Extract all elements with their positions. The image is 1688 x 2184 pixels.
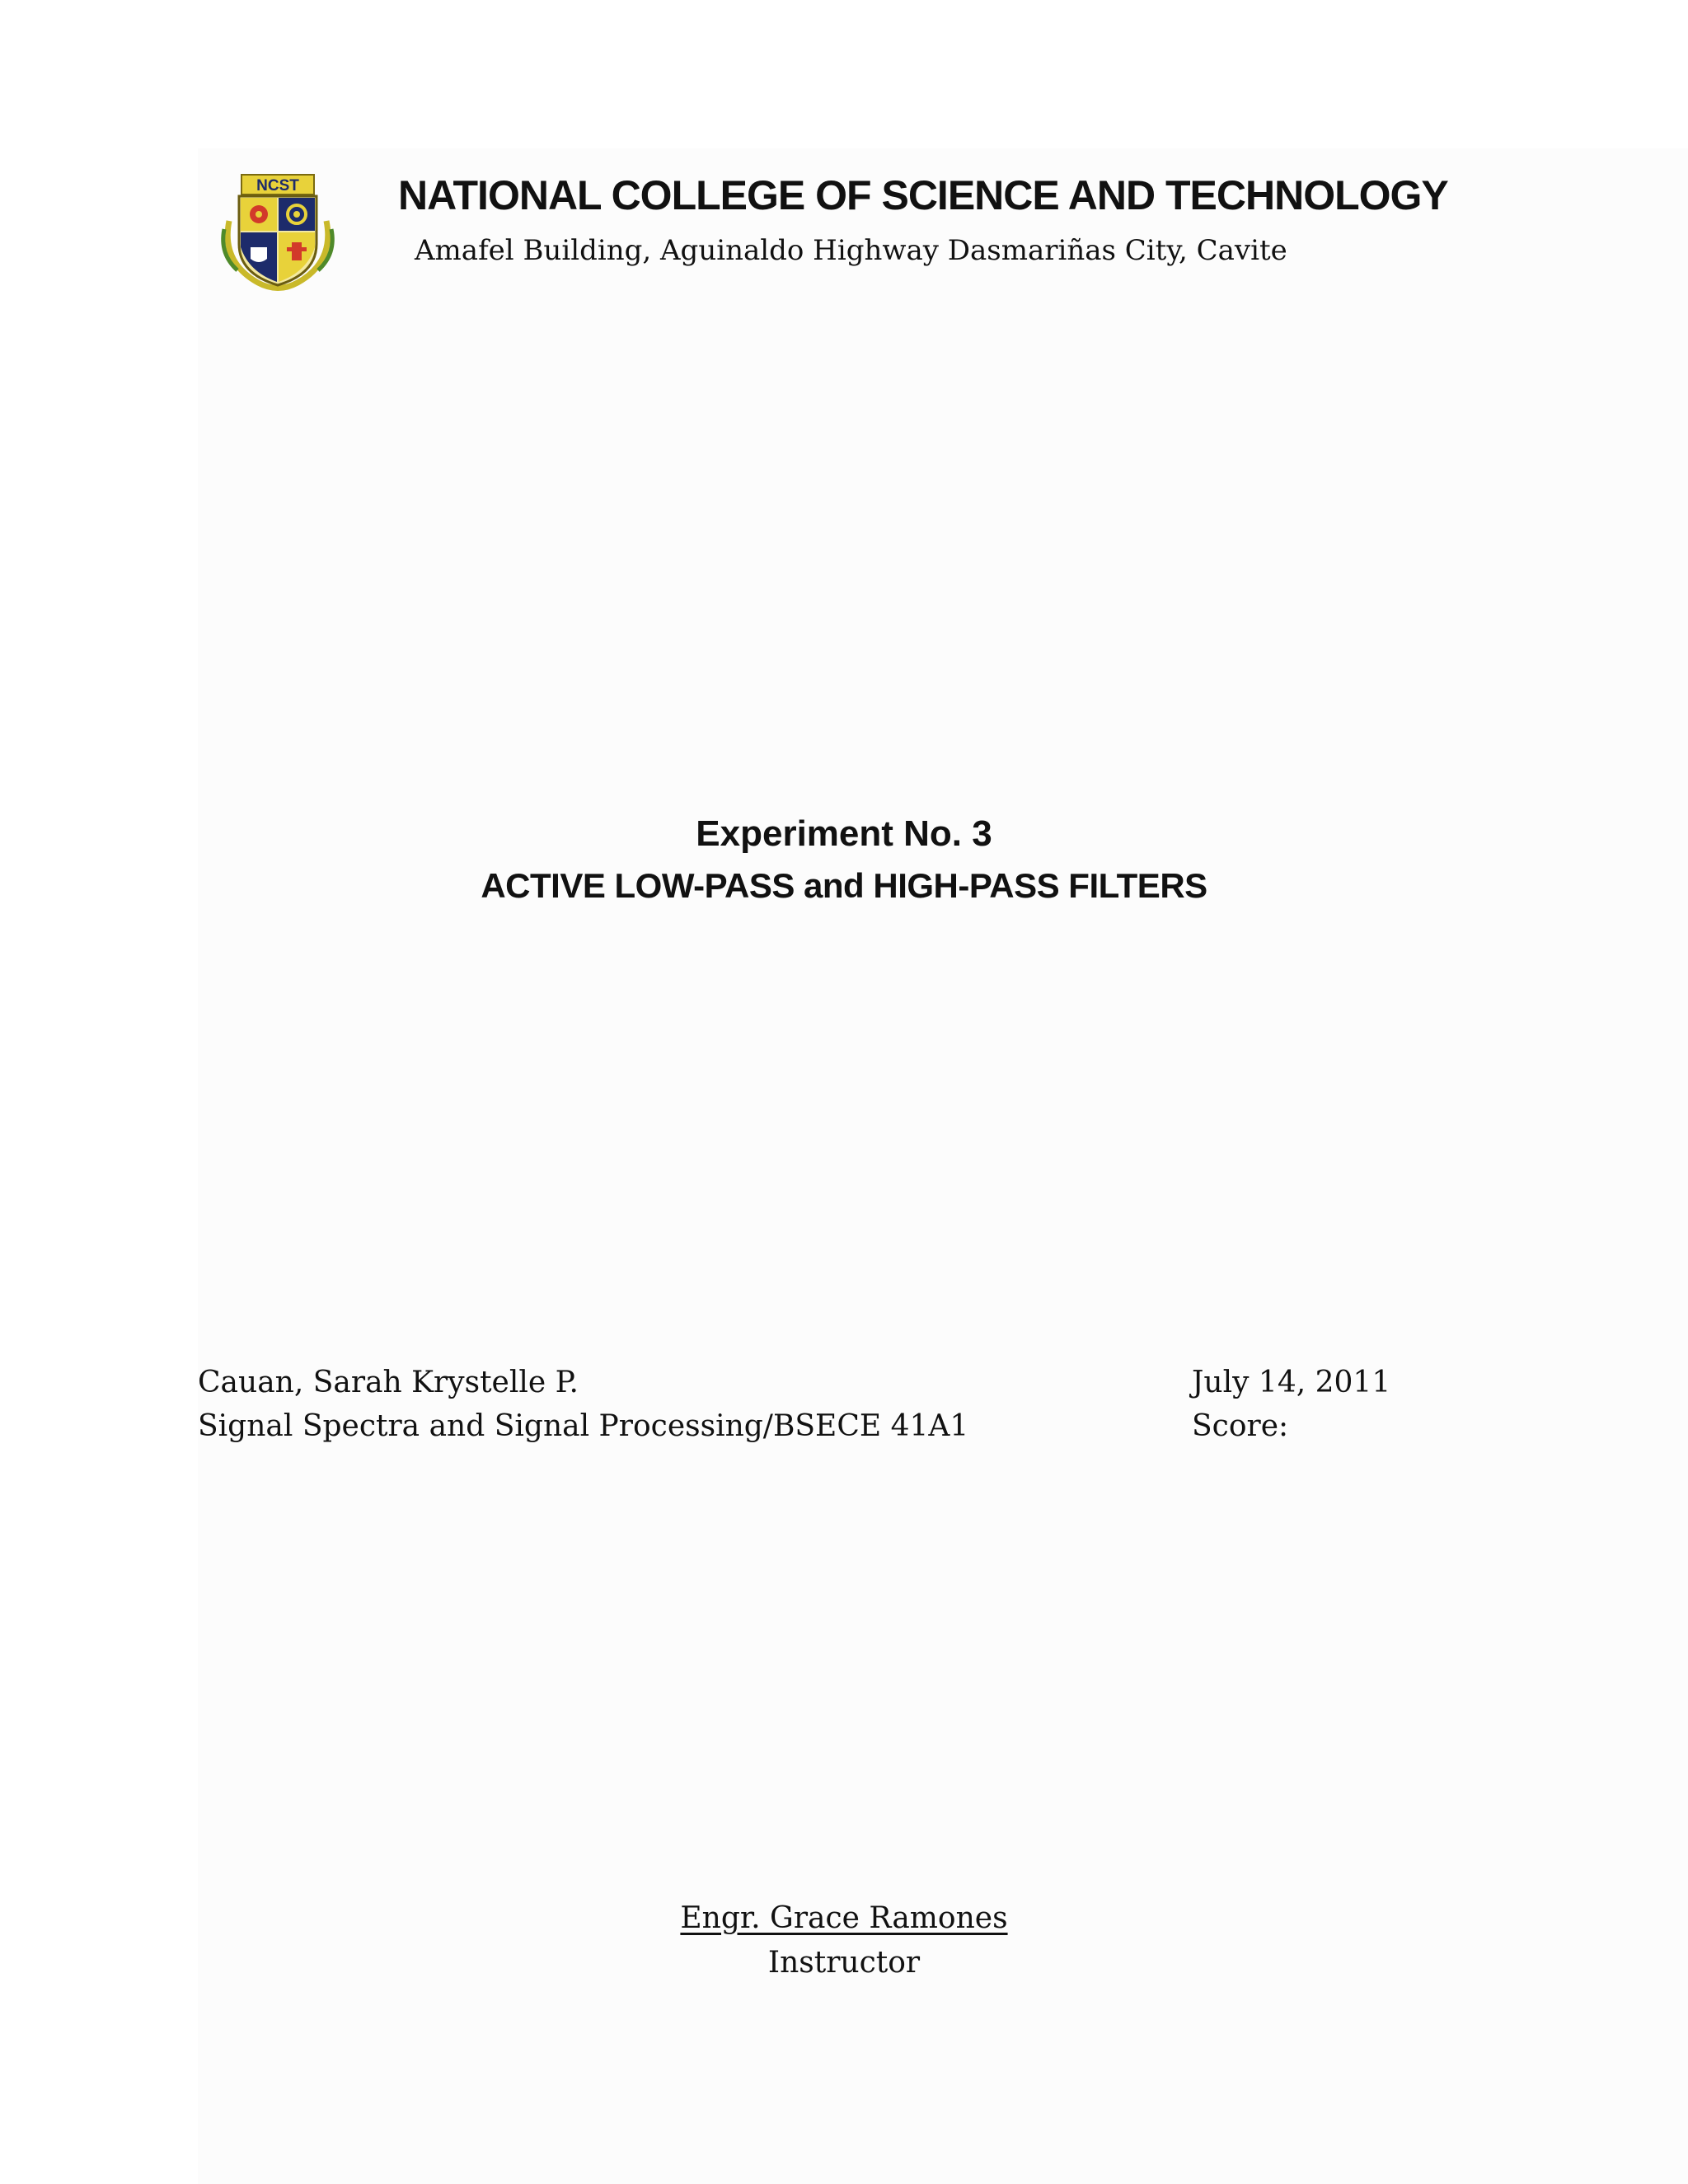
instructor-name: Engr. Grace Ramones bbox=[680, 1901, 1008, 1935]
page-background bbox=[198, 148, 1688, 2184]
institution-address: Amafel Building, Aguinaldo Highway Dasmariñas City, Cavite bbox=[415, 234, 1287, 267]
svg-text:NCST: NCST bbox=[256, 177, 299, 194]
course-section: Signal Spectra and Signal Processing/BSECE 41A1 bbox=[198, 1409, 969, 1443]
submission-date: July 14, 2011 bbox=[1192, 1366, 1391, 1399]
experiment-number: Experiment No. 3 bbox=[696, 813, 992, 854]
instructor-role: Instructor bbox=[767, 1946, 921, 1980]
ncst-logo bbox=[213, 171, 343, 295]
experiment-title: ACTIVE LOW-PASS and HIGH-PASS FILTERS bbox=[481, 866, 1207, 905]
institution-name: NATIONAL COLLEGE OF SCIENCE AND TECHNOLOGY bbox=[398, 172, 1448, 218]
score-label: Score: bbox=[1192, 1409, 1289, 1443]
student-name: Cauan, Sarah Krystelle P. bbox=[198, 1366, 579, 1399]
